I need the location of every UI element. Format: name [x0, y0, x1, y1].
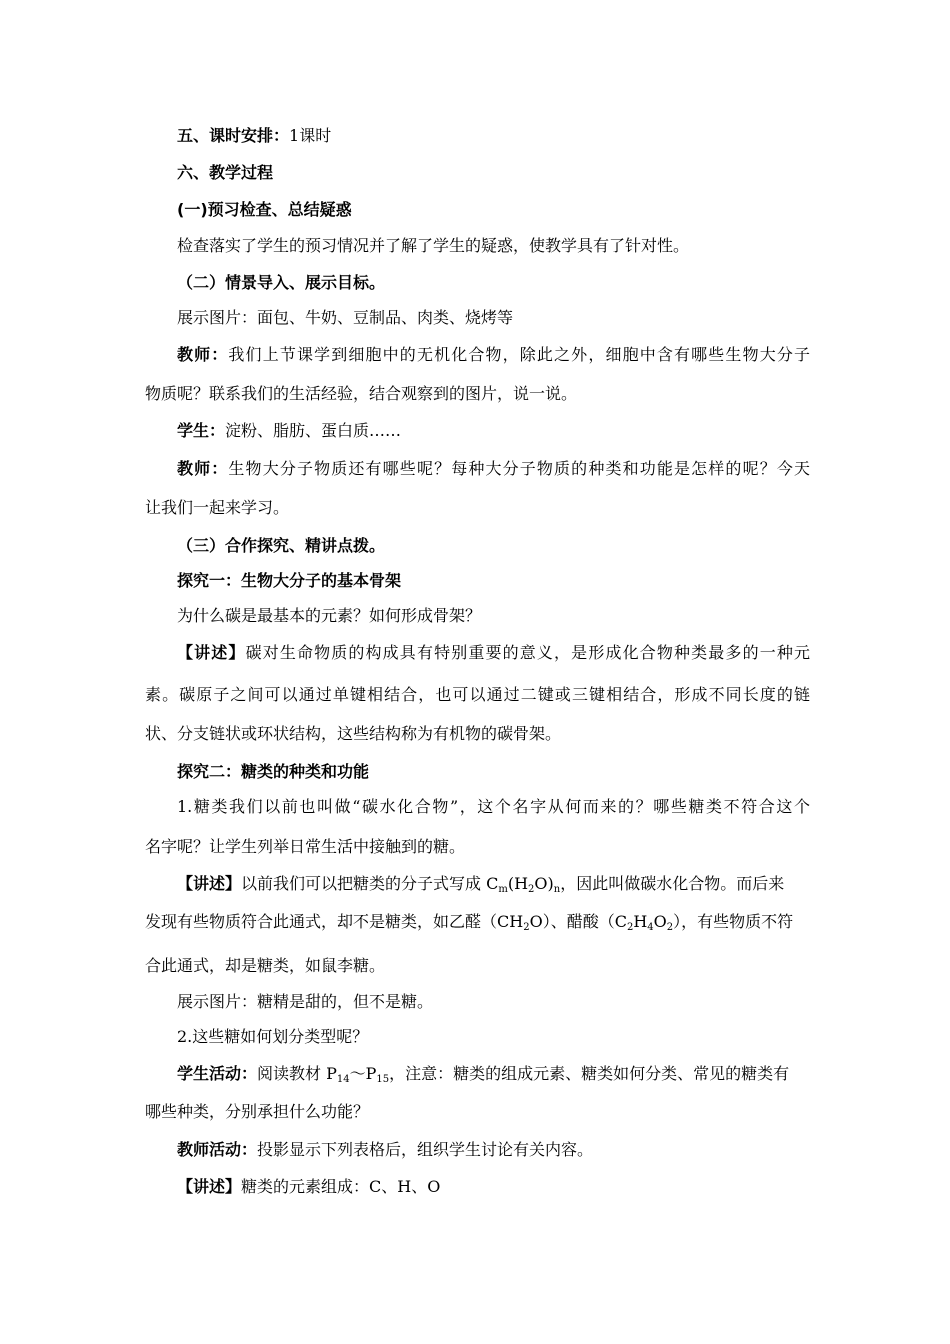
formula-sub-2: 2 [528, 884, 535, 895]
formula-sub-n: n [553, 884, 561, 895]
part-1-heading: (一)预习检查、总结疑惑 [177, 200, 352, 219]
lecture-b-text-5: ），有些物质不符 [673, 912, 794, 931]
teacher-1-label: 教师： [177, 345, 229, 364]
explore-1-lecture-line-2: 素。碳原子之间可以通过单键相结合，也可以通过二键或三键相结合，形成不同长度的链 [145, 685, 810, 704]
teacher-1-text-a: 我们上节课学到细胞中的无机化合物，除此之外，细胞中含有哪些生物大分子 [228, 345, 810, 364]
lecture-b-sub-2: 2 [626, 922, 634, 933]
explore-2-lecture-line-3: 合此通式，却是糖类，如鼠李糖。 [145, 956, 386, 975]
student-text: 淀粉、脂肪、蛋白质…… [225, 421, 402, 440]
teacher-1-line-2: 物质呢？联系我们的生活经验，结合观察到的图片，说一说。 [145, 384, 578, 403]
explore-2-images: 展示图片：糖精是甜的，但不是糖。 [177, 992, 434, 1011]
student-activity-sub-1: 14 [336, 1074, 350, 1085]
teacher-2-label: 教师： [177, 459, 229, 478]
student-label: 学生： [177, 421, 226, 440]
explore-2-title: 探究二：糖类的种类和功能 [177, 762, 370, 781]
section-5-text: 1课时 [289, 126, 332, 145]
lecture-b-text-1: 发现有些物质符合此通式，却不是糖类，如乙醛（CH [145, 912, 524, 931]
part-2-images: 展示图片：面包、牛奶、豆制品、肉类、烧烤等 [177, 308, 514, 327]
teacher-activity-line [177, 1140, 593, 1160]
lecture-b-text-2: O）、醋酸（C [529, 912, 627, 931]
formula-sub-m: m [498, 884, 508, 895]
lecture-b-text-3: H [633, 912, 648, 931]
teacher-2-line-2: 让我们一起来学习。 [145, 498, 290, 517]
section-5 [177, 126, 331, 146]
explore-2-question-2: 2.这些糖如何划分类型呢？ [177, 1027, 369, 1046]
student-activity-line-2: 哪些种类，分别承担什么功能？ [145, 1102, 370, 1121]
explore-2-lecture-line-2 [145, 912, 793, 932]
explore-1-lecture-a: 碳对生命物质的构成具有特别重要的意义，是形成化合物种类最多的一种元 [245, 643, 810, 662]
student-activity-label: 学生活动： [177, 1064, 258, 1083]
formula-text-1: 以前我们可以把糖类的分子式写成 C [241, 874, 499, 893]
lecture-b-sub-4: 2 [666, 922, 674, 933]
teacher-1-line-1 [177, 345, 810, 365]
teacher-2-line-1 [177, 459, 810, 479]
part-2-heading: （二）情景导入、展示目标。 [177, 273, 386, 292]
student-activity-sub-2: 15 [376, 1074, 390, 1085]
explore-2-question-1-line-1: 1.糖类我们以前也叫做“碳水化合物”，这个名字从何而来的？哪些糖类不符合这个 [177, 797, 810, 816]
formula-text-2: (H [507, 874, 529, 893]
explore-2-lecture-line-1 [177, 874, 784, 894]
lecture-3-label: 【讲述】 [177, 1177, 242, 1196]
lecture-b-text-4: O [653, 912, 667, 931]
formula-text-4: ，因此叫做碳水化合物。而后来 [560, 874, 785, 893]
part-1-text: 检查落实了学生的预习情况并了解了学生的疑惑，使教学具有了针对性。 [177, 236, 690, 255]
explore-1-lecture-line-3: 状、分支链状或环状结构，这些结构称为有机物的碳骨架。 [145, 724, 562, 743]
student-line [177, 421, 401, 441]
explore-2-question-1-line-2: 名字呢？让学生列举日常生活中接触到的糖。 [145, 837, 466, 856]
lecture-b-sub-3: 4 [647, 922, 654, 933]
explore-2-lecture-label: 【讲述】 [177, 874, 242, 893]
explore-1-question: 为什么碳是最基本的元素？如何形成骨架？ [177, 606, 482, 625]
explore-1-title: 探究一：生物大分子的基本骨架 [177, 571, 402, 590]
student-activity-text-2: ～P [349, 1064, 377, 1083]
student-activity-text-1: 阅读教材 P [257, 1064, 337, 1083]
explore-1-lecture-label: 【讲述】 [177, 643, 246, 662]
teacher-activity-text: 投影显示下列表格后，组织学生讨论有关内容。 [257, 1140, 594, 1159]
formula-text-3: O) [534, 874, 554, 893]
explore-1-lecture-line-1 [177, 643, 810, 663]
section-6-heading: 六、教学过程 [177, 163, 274, 182]
part-3-heading: （三）合作探究、精讲点拨。 [177, 536, 386, 555]
teacher-2-text-a: 生物大分子物质还有哪些呢？每种大分子物质的种类和功能是怎样的呢？今天 [228, 459, 810, 478]
teacher-activity-label: 教师活动： [177, 1140, 258, 1159]
section-5-label: 五、课时安排： [177, 126, 290, 145]
student-activity-text-3: ，注意：糖类的组成元素、糖类如何分类、常见的糖类有 [389, 1064, 790, 1083]
student-activity-line-1 [177, 1064, 789, 1084]
lecture-3-text: 糖类的元素组成：C、H、O [241, 1177, 441, 1196]
lecture-3-line [177, 1177, 440, 1197]
lecture-b-sub-1: 2 [523, 922, 530, 933]
